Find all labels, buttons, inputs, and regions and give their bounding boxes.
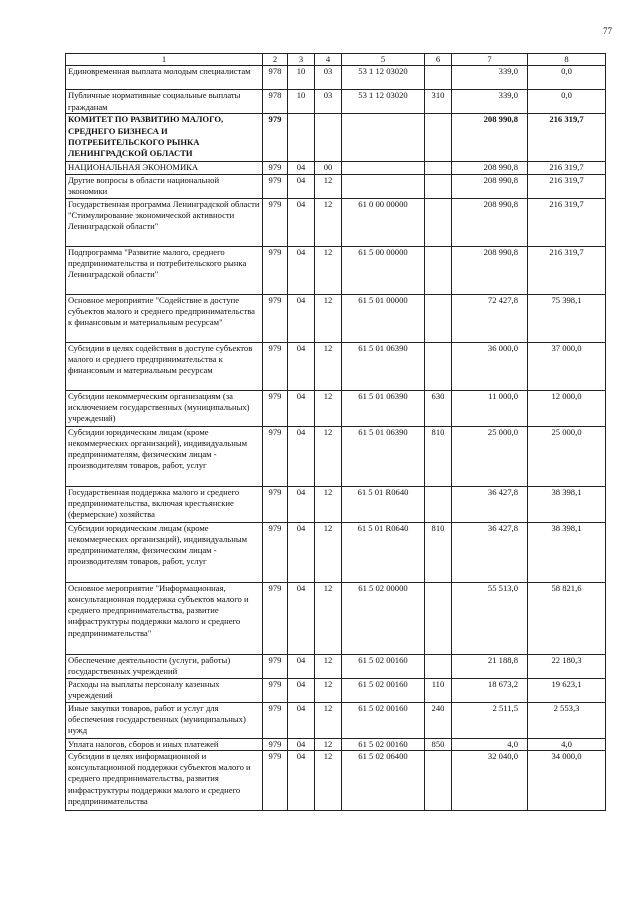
table-body [66, 66, 606, 811]
cell-amount-2: 2 553,3 [528, 702, 606, 738]
table-row [66, 342, 606, 390]
cell-amount-1: 208 990,8 [452, 246, 528, 294]
cell-razdel [288, 114, 315, 162]
table-row [66, 114, 606, 162]
cell-ved: 979 [263, 522, 288, 582]
cell-csr [342, 162, 425, 174]
cell-razdel: 04 [288, 678, 315, 702]
cell-podrazdel: 00 [315, 162, 342, 174]
cell-razdel: 04 [288, 246, 315, 294]
cell-razdel: 04 [288, 342, 315, 390]
cell-podrazdel: 12 [315, 750, 342, 810]
cell-ved: 979 [263, 750, 288, 810]
cell-name: Государственная поддержка малого и среднего предпринимательства, включая крестьянские (фермерские) хозяйства [66, 486, 263, 522]
table-row [66, 246, 606, 294]
cell-amount-1: 208 990,8 [452, 198, 528, 246]
cell-vr [425, 114, 452, 162]
cell-csr: 61 5 02 06400 [342, 750, 425, 810]
cell-ved: 979 [263, 654, 288, 678]
table-row [66, 294, 606, 342]
cell-vr [425, 246, 452, 294]
cell-ved: 979 [263, 246, 288, 294]
cell-razdel: 04 [288, 486, 315, 522]
cell-vr: 110 [425, 678, 452, 702]
cell-vr [425, 198, 452, 246]
header-row [66, 54, 606, 66]
table-row [66, 486, 606, 522]
cell-razdel: 04 [288, 582, 315, 654]
cell-podrazdel: 12 [315, 390, 342, 426]
cell-razdel: 04 [288, 198, 315, 246]
table-row [66, 678, 606, 702]
cell-podrazdel [315, 114, 342, 162]
cell-amount-2: 34 000,0 [528, 750, 606, 810]
cell-amount-2: 19 623,1 [528, 678, 606, 702]
cell-name: Субсидии в целях информационной и консультационной поддержки субъектов малого и среднего предпринимательства, развития инфраструктуры поддержки малого и среднего предпринимательства [66, 750, 263, 810]
cell-name: Расходы на выплаты персоналу казенных учреждений [66, 678, 263, 702]
cell-name: Иные закупки товаров, работ и услуг для обеспечения государственных (муниципальных) нужд [66, 702, 263, 738]
cell-razdel: 04 [288, 702, 315, 738]
cell-podrazdel: 12 [315, 486, 342, 522]
cell-razdel: 04 [288, 750, 315, 810]
cell-amount-2: 216 319,7 [528, 162, 606, 174]
cell-vr [425, 294, 452, 342]
col-header-7: 7 [452, 54, 528, 66]
cell-vr [425, 174, 452, 198]
cell-ved: 978 [263, 90, 288, 114]
cell-name: Обеспечение деятельности (услуги, работы) государственных учреждений [66, 654, 263, 678]
cell-amount-1: 339,0 [452, 66, 528, 90]
cell-csr: 61 5 02 00000 [342, 582, 425, 654]
cell-podrazdel: 12 [315, 654, 342, 678]
cell-ved: 979 [263, 162, 288, 174]
cell-amount-1: 21 188,8 [452, 654, 528, 678]
cell-vr: 810 [425, 426, 452, 486]
table-row [66, 162, 606, 174]
cell-podrazdel: 12 [315, 522, 342, 582]
cell-name: КОМИТЕТ ПО РАЗВИТИЮ МАЛОГО, СРЕДНЕГО БИЗНЕСА И ПОТРЕБИТЕЛЬСКОГО РЫНКА ЛЕНИНГРАДСКОЙ ОБЛАСТИ [66, 114, 263, 162]
cell-name: Субсидии в целях содействия в доступе субъектов малого и среднего предпринимательства к финансовым и материальным ресурсам [66, 342, 263, 390]
cell-vr [425, 486, 452, 522]
cell-ved: 979 [263, 174, 288, 198]
cell-razdel: 04 [288, 162, 315, 174]
cell-amount-1: 11 000,0 [452, 390, 528, 426]
cell-ved: 979 [263, 114, 288, 162]
cell-name: Основное мероприятие "Информационная, консультационная поддержка субъектов малого и среднего предпринимательства, развитие инфраструктуры поддержки малого и среднего предпринимательства" [66, 582, 263, 654]
cell-name: Другие вопросы в области национальной экономики [66, 174, 263, 198]
cell-csr: 61 5 02 00160 [342, 654, 425, 678]
cell-amount-2: 38 398,1 [528, 522, 606, 582]
cell-amount-2: 58 821,6 [528, 582, 606, 654]
cell-name: Единовременная выплата молодым специалистам [66, 66, 263, 90]
cell-amount-1: 36 427,8 [452, 486, 528, 522]
cell-ved: 979 [263, 426, 288, 486]
cell-csr: 61 5 00 00000 [342, 246, 425, 294]
col-header-5: 5 [342, 54, 425, 66]
cell-amount-2: 216 319,7 [528, 114, 606, 162]
cell-vr: 630 [425, 390, 452, 426]
cell-amount-1: 32 040,0 [452, 750, 528, 810]
cell-vr: 240 [425, 702, 452, 738]
cell-csr: 61 5 01 R0640 [342, 522, 425, 582]
cell-amount-1: 25 000,0 [452, 426, 528, 486]
cell-amount-1: 18 673,2 [452, 678, 528, 702]
page-number: 77 [603, 26, 612, 36]
cell-amount-1: 72 427,8 [452, 294, 528, 342]
cell-vr [425, 342, 452, 390]
cell-ved: 979 [263, 390, 288, 426]
cell-vr: 310 [425, 90, 452, 114]
table-row [66, 66, 606, 90]
cell-csr: 61 5 02 00160 [342, 678, 425, 702]
cell-podrazdel: 12 [315, 198, 342, 246]
table-row [66, 426, 606, 486]
cell-podrazdel: 12 [315, 582, 342, 654]
cell-podrazdel: 03 [315, 90, 342, 114]
col-header-4: 4 [315, 54, 342, 66]
cell-name: НАЦИОНАЛЬНАЯ ЭКОНОМИКА [66, 162, 263, 174]
col-header-1: 1 [66, 54, 263, 66]
cell-amount-2: 12 000,0 [528, 390, 606, 426]
cell-name: Уплата налогов, сборов и иных платежей [66, 738, 263, 750]
cell-podrazdel: 12 [315, 294, 342, 342]
cell-ved: 979 [263, 294, 288, 342]
cell-podrazdel: 12 [315, 174, 342, 198]
cell-podrazdel: 12 [315, 426, 342, 486]
cell-ved: 979 [263, 738, 288, 750]
col-header-3: 3 [288, 54, 315, 66]
cell-podrazdel: 12 [315, 246, 342, 294]
cell-ved: 979 [263, 582, 288, 654]
cell-podrazdel: 12 [315, 678, 342, 702]
cell-csr: 61 5 01 00000 [342, 294, 425, 342]
cell-amount-1: 2 511,5 [452, 702, 528, 738]
col-header-2: 2 [263, 54, 288, 66]
cell-name: Субсидии юридическим лицам (кроме некоммерческих организаций), индивидуальным предпринимателям, физическим лицам - производителям товаров, работ, услуг [66, 522, 263, 582]
cell-csr: 53 1 12 03020 [342, 90, 425, 114]
cell-csr: 61 5 01 R0640 [342, 486, 425, 522]
cell-amount-2: 0,0 [528, 90, 606, 114]
cell-razdel: 04 [288, 426, 315, 486]
cell-razdel: 04 [288, 522, 315, 582]
cell-name: Субсидии юридическим лицам (кроме некоммерческих организаций), индивидуальным предпринимателям, физическим лицам - производителям товаров, работ, услуг [66, 426, 263, 486]
cell-podrazdel: 12 [315, 342, 342, 390]
table-row [66, 654, 606, 678]
cell-amount-1: 208 990,8 [452, 174, 528, 198]
cell-vr [425, 582, 452, 654]
cell-vr [425, 66, 452, 90]
cell-amount-2: 216 319,7 [528, 174, 606, 198]
cell-csr: 61 5 01 06390 [342, 426, 425, 486]
cell-name: Субсидии некоммерческим организациям (за исключением государственных (муниципальных) учреждений) [66, 390, 263, 426]
cell-ved: 979 [263, 486, 288, 522]
cell-csr: 61 5 01 06390 [342, 342, 425, 390]
cell-amount-1: 55 513,0 [452, 582, 528, 654]
cell-amount-2: 0,0 [528, 66, 606, 90]
table-row [66, 738, 606, 750]
cell-amount-1: 339,0 [452, 90, 528, 114]
cell-name: Государственная программа Ленинградской области "Стимулирование экономической активности Ленинградской области" [66, 198, 263, 246]
cell-amount-1: 36 000,0 [452, 342, 528, 390]
cell-vr [425, 654, 452, 678]
cell-amount-2: 38 398,1 [528, 486, 606, 522]
cell-csr: 61 5 02 00160 [342, 738, 425, 750]
table-row [66, 702, 606, 738]
table-row [66, 582, 606, 654]
table-row [66, 750, 606, 810]
cell-amount-1: 4,0 [452, 738, 528, 750]
cell-razdel: 04 [288, 294, 315, 342]
cell-amount-2: 216 319,7 [528, 198, 606, 246]
cell-csr [342, 114, 425, 162]
cell-amount-2: 25 000,0 [528, 426, 606, 486]
cell-amount-1: 36 427,8 [452, 522, 528, 582]
cell-vr: 850 [425, 738, 452, 750]
cell-podrazdel: 12 [315, 738, 342, 750]
cell-podrazdel: 03 [315, 66, 342, 90]
cell-amount-1: 208 990,8 [452, 162, 528, 174]
cell-razdel: 04 [288, 174, 315, 198]
cell-razdel: 04 [288, 390, 315, 426]
cell-razdel: 04 [288, 654, 315, 678]
table-row [66, 198, 606, 246]
cell-ved: 979 [263, 702, 288, 738]
cell-csr [342, 174, 425, 198]
cell-name: Подпрограмма "Развитие малого, среднего предпринимательства и потребительского рынка Ленинградской области" [66, 246, 263, 294]
cell-amount-2: 75 398,1 [528, 294, 606, 342]
cell-ved: 979 [263, 678, 288, 702]
cell-razdel: 04 [288, 738, 315, 750]
cell-csr: 53 1 12 03020 [342, 66, 425, 90]
cell-ved: 978 [263, 66, 288, 90]
cell-podrazdel: 12 [315, 702, 342, 738]
cell-vr [425, 162, 452, 174]
cell-vr [425, 750, 452, 810]
cell-amount-2: 4,0 [528, 738, 606, 750]
cell-amount-2: 37 000,0 [528, 342, 606, 390]
cell-amount-2: 22 180,3 [528, 654, 606, 678]
table-row [66, 174, 606, 198]
table-row [66, 90, 606, 114]
cell-razdel: 10 [288, 90, 315, 114]
cell-csr: 61 5 01 06390 [342, 390, 425, 426]
cell-ved: 979 [263, 342, 288, 390]
cell-csr: 61 0 00 00000 [342, 198, 425, 246]
cell-name: Основное мероприятие "Содействие в доступе субъектов малого и среднего предпринимательства к финансовым и материальным ресурсам" [66, 294, 263, 342]
table-row [66, 522, 606, 582]
col-header-6: 6 [425, 54, 452, 66]
cell-amount-2: 216 319,7 [528, 246, 606, 294]
cell-ved: 979 [263, 198, 288, 246]
table-row [66, 390, 606, 426]
cell-amount-1: 208 990,8 [452, 114, 528, 162]
cell-csr: 61 5 02 00160 [342, 702, 425, 738]
cell-razdel: 10 [288, 66, 315, 90]
cell-vr: 810 [425, 522, 452, 582]
budget-table [65, 53, 606, 811]
col-header-8: 8 [528, 54, 606, 66]
cell-name: Публичные нормативные социальные выплаты гражданам [66, 90, 263, 114]
